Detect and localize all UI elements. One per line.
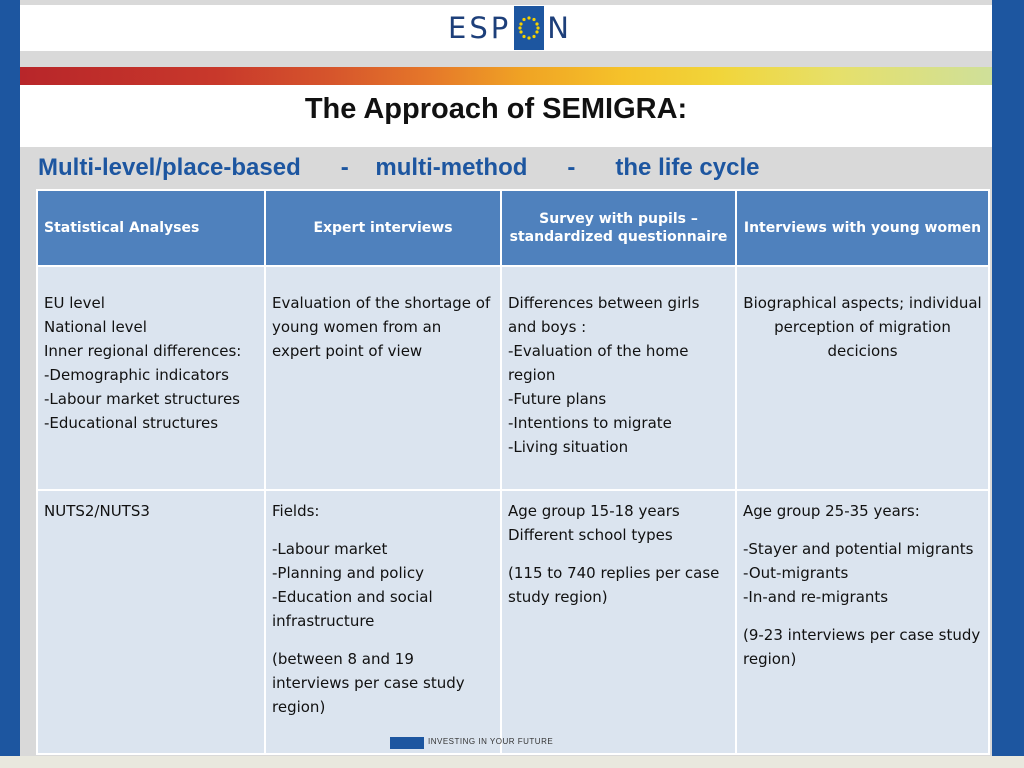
cell-spacer	[272, 633, 494, 647]
cell-text: EU level	[44, 294, 105, 312]
cell-text: -Stayer and potential migrants	[743, 540, 974, 558]
cell-spacer	[272, 523, 494, 537]
table-cell	[501, 490, 736, 754]
cell-text: Fields:	[272, 502, 320, 520]
header-survey-pupils: Survey with pupils – standardized questionnaire	[501, 190, 736, 266]
cell-text: Biographical aspects; individual perception of migration decicions	[743, 294, 982, 360]
table-cell	[736, 490, 989, 754]
cell-text: -Out-migrants	[743, 564, 849, 582]
table-cell	[501, 266, 736, 490]
eu-stars-icon	[514, 6, 544, 50]
cell-text: Differences between girls and boys :	[508, 294, 700, 336]
header-interviews-young-women: Interviews with young women	[736, 190, 989, 266]
cell-text: -Evaluation of the home region	[508, 342, 689, 384]
cell-text: Age group 15-18 years	[508, 502, 680, 520]
cell-text: -Labour market structures	[44, 390, 240, 408]
cell-text: Inner regional differences:	[44, 342, 242, 360]
map-banner	[20, 67, 992, 85]
table-header-row	[37, 190, 989, 266]
left-frame	[0, 0, 20, 756]
slide-title: The Approach of SEMIGRA:	[304, 93, 688, 125]
cell-text: (115 to 740 replies per case study region)	[508, 564, 720, 606]
slide-subtitle: Multi-level/place-based - multi-method - the life cycle	[38, 154, 760, 181]
logo-text-left: ESP	[448, 11, 512, 45]
cell-text: -Planning and policy	[272, 564, 424, 582]
cell-text: -Education and social infrastructure	[272, 588, 433, 630]
table-row	[37, 266, 989, 490]
cell-text: -Demographic indicators	[44, 366, 229, 384]
table-cell	[736, 266, 989, 490]
cell-spacer	[743, 523, 982, 537]
header-statistical-analyses: Statistical Analyses	[37, 190, 265, 266]
footer-tagline: INVESTING IN YOUR FUTURE	[428, 737, 554, 746]
cell-text: Evaluation of the shortage of young women from an expert point of view	[272, 294, 491, 360]
cell-text: (between 8 and 19 interviews per case study region)	[272, 650, 465, 716]
cell-text: -Intentions to migrate	[508, 414, 672, 432]
table-cell	[265, 490, 501, 754]
cell-text: National level	[44, 318, 147, 336]
logo-text-right: N	[547, 11, 572, 45]
header-expert-interviews: Expert interviews	[265, 190, 501, 266]
cell-text: -Future plans	[508, 390, 607, 408]
cell-text: Different school types	[508, 526, 673, 544]
cell-text: -Educational structures	[44, 414, 219, 432]
approach-table	[36, 189, 990, 755]
cell-spacer	[743, 609, 982, 623]
cell-text: -In-and re-migrants	[743, 588, 889, 606]
cell-text: -Living situation	[508, 438, 629, 456]
cell-spacer	[508, 547, 729, 561]
cell-text: (9-23 interviews per case study region)	[743, 626, 981, 668]
cell-text: Age group 25-35 years:	[743, 502, 920, 520]
eu-flag-icon	[390, 737, 424, 749]
table-cell	[37, 490, 265, 754]
right-frame	[992, 0, 1024, 756]
espon-logo	[448, 5, 572, 51]
table-cell	[265, 266, 501, 490]
table-row	[37, 490, 989, 754]
cell-text: NUTS2/NUTS3	[44, 502, 150, 520]
table-cell	[37, 266, 265, 490]
cell-text: -Labour market	[272, 540, 388, 558]
